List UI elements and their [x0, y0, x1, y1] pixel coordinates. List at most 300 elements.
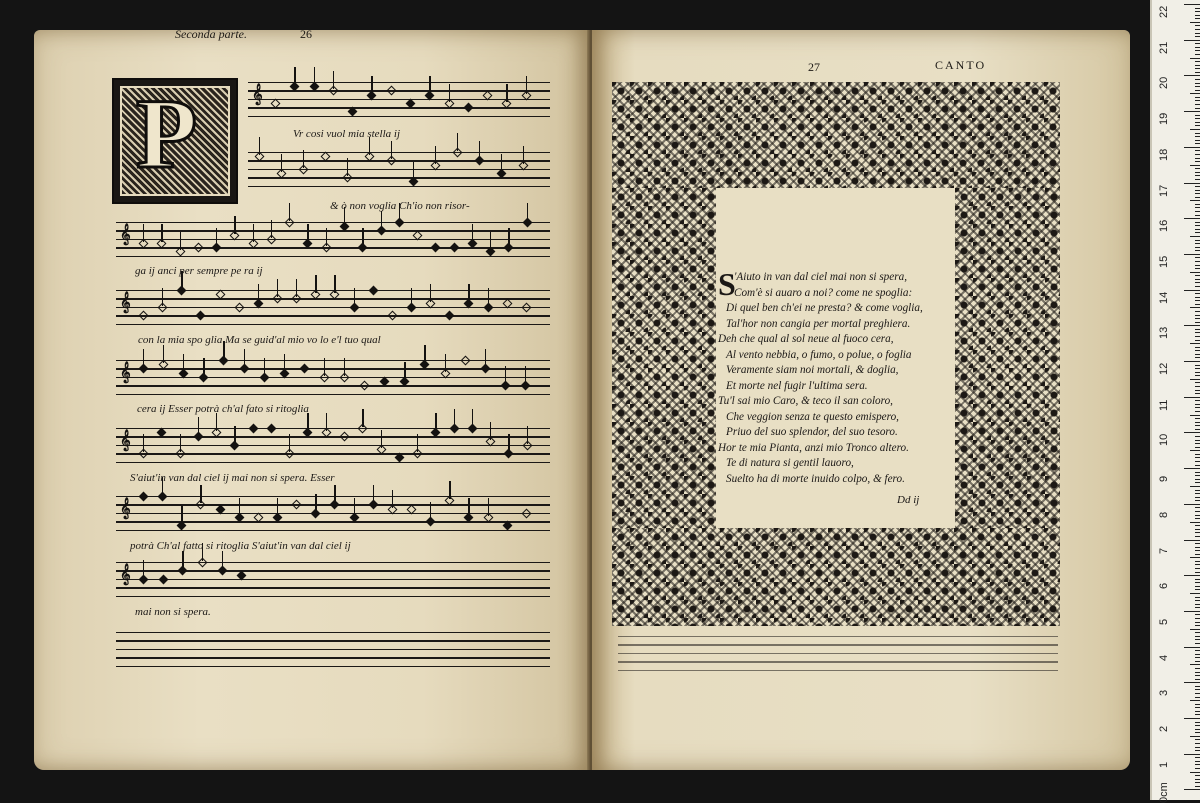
note-stem	[479, 141, 480, 159]
note-stem	[200, 485, 201, 503]
ruler-tick	[1195, 579, 1200, 580]
poem-text	[718, 266, 958, 487]
ruler-number: 7	[1158, 547, 1170, 554]
ornament-border-top	[612, 82, 1060, 188]
note-stem	[161, 224, 162, 242]
ruler-tick	[1195, 150, 1200, 151]
note-stem	[162, 288, 163, 306]
ruler-tick	[1195, 725, 1200, 726]
left-page-header: Seconda parte.	[175, 27, 247, 41]
note-stem	[216, 413, 217, 431]
ruler-tick	[1195, 304, 1200, 305]
ruler-tick	[1195, 686, 1200, 687]
staff-line	[248, 169, 550, 170]
ruler-tick	[1195, 622, 1200, 623]
ruler-tick	[1195, 650, 1200, 651]
ruler-tick	[1195, 482, 1200, 483]
note-stem	[508, 434, 509, 452]
ruler-tick	[1195, 240, 1200, 241]
ruler-tick	[1184, 468, 1200, 469]
ruler-tick	[1195, 636, 1200, 637]
ruler-tick	[1195, 511, 1200, 512]
staff-line	[116, 239, 550, 240]
ruler-tick	[1195, 722, 1200, 723]
right-page-number: 27	[808, 60, 820, 74]
ruler-tick	[1195, 454, 1200, 455]
ruler-tick	[1195, 18, 1200, 19]
ruler-tick	[1195, 104, 1200, 105]
music-note	[463, 103, 473, 113]
ruler-tick	[1195, 372, 1200, 373]
note-stem	[294, 67, 295, 85]
ruler-number: 5	[1158, 618, 1170, 625]
ruler-tick	[1195, 393, 1200, 394]
ruler-tick	[1195, 661, 1200, 662]
note-stem	[222, 551, 223, 569]
ruler-tick	[1195, 443, 1200, 444]
ruler-tick	[1195, 222, 1200, 223]
music-note	[445, 311, 455, 321]
staff-line	[116, 649, 550, 650]
note-stem	[354, 498, 355, 516]
note-stem	[203, 358, 204, 376]
staff-line	[116, 222, 550, 223]
music-staff-empty	[116, 632, 550, 666]
ruler-tick	[1190, 22, 1200, 23]
staff-line	[266, 587, 550, 588]
note-stem	[180, 434, 181, 452]
ruler-number: 17	[1158, 184, 1170, 197]
ruler-tick	[1195, 11, 1200, 12]
staff-line	[116, 666, 550, 667]
ruler-tick	[1195, 286, 1200, 287]
ruler-tick	[1184, 290, 1200, 291]
music-staff	[116, 222, 550, 256]
ruler-tick	[1195, 211, 1200, 212]
note-stem	[326, 228, 327, 246]
note-stem	[472, 409, 473, 427]
note-stem	[472, 224, 473, 242]
ruler-tick	[1190, 307, 1200, 308]
ruler-tick	[1195, 250, 1200, 251]
ruler-tick	[1184, 575, 1200, 576]
ruler-tick	[1195, 122, 1200, 123]
staff-line	[116, 657, 550, 658]
ruler-tick	[1195, 604, 1200, 605]
ruler-tick	[1195, 711, 1200, 712]
ruler-number: 4	[1158, 654, 1170, 661]
ruler-tick	[1195, 68, 1200, 69]
ruler-tick	[1195, 108, 1200, 109]
note-stem	[284, 354, 285, 372]
clef-sign: 𝄞	[252, 84, 263, 104]
note-stem	[391, 141, 392, 159]
poem-line: Veramente siam noi mortali, & doglia,	[726, 364, 899, 376]
ruler-tick	[1195, 543, 1200, 544]
music-staff-empty	[266, 562, 550, 596]
lyric-line: & ò non voglia Ch'io non risor-	[330, 200, 470, 212]
ruler-tick	[1184, 397, 1200, 398]
ruler-tick	[1195, 86, 1200, 87]
ruler-tick	[1195, 743, 1200, 744]
ruler-number: 14	[1158, 291, 1170, 304]
note-stem	[253, 224, 254, 242]
ruler-tick	[1190, 557, 1200, 558]
note-stem	[326, 413, 327, 431]
staff-line	[618, 661, 1058, 662]
ruler-tick	[1195, 350, 1200, 351]
ruler-number: 12	[1158, 362, 1170, 375]
music-note	[521, 302, 531, 312]
ruler-tick	[1195, 247, 1200, 248]
ruler-tick	[1195, 675, 1200, 676]
ruler-tick	[1195, 158, 1200, 159]
ruler-tick	[1195, 457, 1200, 458]
poem-line: Al vento nebbia, o fumo, o polue, o foglia	[726, 348, 912, 361]
note-stem	[181, 506, 182, 524]
note-stem	[404, 362, 405, 380]
ruler-tick	[1195, 8, 1200, 9]
ruler-tick	[1195, 36, 1200, 37]
ruler-tick	[1190, 736, 1200, 737]
ruler-tick	[1195, 161, 1200, 162]
note-stem	[413, 162, 414, 180]
ruler-tick	[1195, 90, 1200, 91]
ruler-tick	[1195, 779, 1200, 780]
ruler-tick	[1195, 72, 1200, 73]
ruler-tick	[1195, 625, 1200, 626]
ruler-tick	[1190, 772, 1200, 773]
ruler-tick	[1190, 58, 1200, 59]
note-stem	[143, 224, 144, 242]
note-stem	[392, 490, 393, 508]
clef-sign: 𝄞	[120, 564, 131, 584]
ruler-tick	[1195, 490, 1200, 491]
ruler-tick	[1195, 497, 1200, 498]
staff-line	[116, 436, 550, 437]
ruler-tick	[1195, 561, 1200, 562]
ruler-tick	[1184, 504, 1200, 505]
lyric-line: ga ij anci per sempre pe ra ij	[135, 265, 263, 277]
ruler-tick	[1195, 300, 1200, 301]
measuring-ruler	[1150, 0, 1200, 803]
ruler-tick	[1195, 639, 1200, 640]
left-page-number: 26	[300, 27, 312, 41]
ruler-tick	[1195, 375, 1200, 376]
ruler-number: 16	[1158, 219, 1170, 233]
ruler-tick	[1195, 257, 1200, 258]
lyric-line: con la mia spo glia Ma se guid'al mio vo lo e'l tuo qual	[138, 334, 381, 346]
ruler-tick	[1195, 679, 1200, 680]
ruler-tick	[1195, 115, 1200, 116]
woodcut-initial-letter: P	[136, 78, 198, 189]
note-stem	[307, 413, 308, 431]
ruler-tick	[1184, 325, 1200, 326]
staff-line	[248, 152, 550, 153]
music-staff	[116, 360, 550, 394]
ruler-tick	[1195, 243, 1200, 244]
note-stem	[277, 498, 278, 516]
ruler-tick	[1195, 125, 1200, 126]
note-stem	[525, 366, 526, 384]
staff-line	[266, 579, 550, 580]
note-stem	[307, 224, 308, 242]
lyric-line: Vr cosi vuol mia stella ij	[293, 128, 401, 140]
ruler-tick	[1195, 340, 1200, 341]
poem-line: Tal'hor non cangia per mortal preghiera.	[726, 317, 911, 330]
poem-line: Te di natura si gentil lauoro,	[726, 457, 854, 469]
ruler-tick	[1195, 739, 1200, 740]
music-note	[193, 243, 203, 253]
ruler-tick	[1184, 718, 1200, 719]
ruler-tick	[1195, 154, 1200, 155]
ruler-tick	[1195, 50, 1200, 51]
ruler-tick	[1195, 547, 1200, 548]
note-stem	[281, 154, 282, 172]
poem-line: Hor te mia Pianta, anzi mio Tronco altero.	[718, 441, 909, 454]
clef-sign: 𝄞	[120, 430, 131, 450]
ruler-tick	[1195, 204, 1200, 205]
ruler-tick	[1195, 600, 1200, 601]
staff-line	[116, 462, 550, 463]
music-note	[431, 243, 441, 253]
ruler-tick	[1195, 618, 1200, 619]
staff-line	[116, 230, 550, 231]
staff-line	[248, 177, 550, 178]
ruler-tick	[1195, 536, 1200, 537]
ruler-tick	[1184, 40, 1200, 41]
music-note	[292, 500, 302, 510]
note-stem	[424, 345, 425, 363]
note-stem	[239, 498, 240, 516]
note-stem	[180, 232, 181, 250]
ruler-tick	[1195, 500, 1200, 501]
staff-line	[116, 562, 266, 563]
ruler-tick	[1195, 729, 1200, 730]
ruler-tick	[1184, 183, 1200, 184]
staff-line	[116, 428, 550, 429]
ruler-tick	[1195, 386, 1200, 387]
note-stem	[429, 76, 430, 94]
ruler-tick	[1195, 632, 1200, 633]
note-stem	[411, 288, 412, 306]
music-staff	[116, 562, 266, 596]
note-stem	[216, 228, 217, 246]
ruler-tick	[1195, 172, 1200, 173]
note-stem	[271, 220, 272, 238]
note-stem	[506, 84, 507, 102]
ruler-tick	[1190, 343, 1200, 344]
ruler-tick	[1195, 140, 1200, 141]
ruler-tick	[1195, 654, 1200, 655]
note-stem	[488, 498, 489, 516]
staff-line	[248, 160, 550, 161]
music-note	[139, 311, 149, 321]
note-stem	[490, 422, 491, 440]
ruler-tick	[1195, 100, 1200, 101]
clef-sign: 𝄞	[120, 292, 131, 312]
ruler-tick	[1195, 447, 1200, 448]
ruler-tick	[1184, 540, 1200, 541]
ruler-tick	[1184, 754, 1200, 755]
ruler-tick	[1190, 593, 1200, 594]
ruler-tick	[1195, 186, 1200, 187]
ruler-number: 20	[1158, 77, 1170, 90]
ruler-tick	[1184, 75, 1200, 76]
clef-sign: 𝄞	[120, 362, 131, 382]
ruler-tick	[1195, 268, 1200, 269]
ruler-tick	[1195, 525, 1200, 526]
ruler-tick	[1195, 407, 1200, 408]
ruler-tick	[1195, 404, 1200, 405]
ruler-tick	[1195, 190, 1200, 191]
note-stem	[523, 146, 524, 164]
ruler-tick	[1195, 750, 1200, 751]
ruler-tick	[1190, 486, 1200, 487]
ruler-tick	[1195, 757, 1200, 758]
ruler-tick	[1190, 129, 1200, 130]
ruler-tick	[1184, 432, 1200, 433]
staff-line	[248, 116, 550, 117]
ruler-tick	[1195, 275, 1200, 276]
note-stem	[183, 354, 184, 372]
note-stem	[488, 288, 489, 306]
staff-line	[248, 186, 550, 187]
note-stem	[362, 409, 363, 427]
ruler-tick	[1195, 657, 1200, 658]
ruler-tick	[1195, 368, 1200, 369]
poem-line: Tu'l sai mio Caro, & teco il san coloro,	[718, 395, 893, 407]
note-stem	[354, 288, 355, 306]
ruler-tick	[1195, 461, 1200, 462]
ruler-tick	[1195, 193, 1200, 194]
ruler-tick	[1195, 168, 1200, 169]
ruler-tick	[1195, 47, 1200, 48]
ruler-tick	[1195, 564, 1200, 565]
ruler-tick	[1195, 54, 1200, 55]
ruler-tick	[1195, 786, 1200, 787]
note-stem	[454, 409, 455, 427]
ruler-tick	[1195, 425, 1200, 426]
ruler-tick	[1195, 322, 1200, 323]
ruler-tick	[1195, 25, 1200, 26]
ruler-tick	[1190, 450, 1200, 451]
ruler-tick	[1195, 133, 1200, 134]
poem-line: Di quel ben ch'ei ne presta? & come voglia,	[726, 302, 923, 314]
ruler-tick	[1195, 365, 1200, 366]
note-stem	[371, 76, 372, 94]
ruler-number: 11	[1158, 399, 1170, 411]
poem-dropcap: S	[718, 266, 736, 302]
music-note	[360, 381, 370, 391]
note-stem	[244, 349, 245, 367]
ruler-tick	[1195, 586, 1200, 587]
ruler-tick	[1195, 232, 1200, 233]
ruler-number: 6	[1158, 583, 1170, 590]
music-note	[521, 508, 531, 518]
ruler-tick	[1195, 354, 1200, 355]
note-stem	[468, 284, 469, 302]
ruler-tick	[1184, 4, 1200, 5]
ruler-tick	[1195, 554, 1200, 555]
ruler-tick	[1195, 668, 1200, 669]
ruler-tick	[1195, 318, 1200, 319]
ruler-tick	[1195, 714, 1200, 715]
note-stem	[234, 426, 235, 444]
music-staff-empty	[618, 636, 1058, 670]
note-stem	[362, 228, 363, 246]
note-stem	[430, 284, 431, 302]
ruler-number: 15	[1158, 255, 1170, 268]
ruler-tick	[1195, 507, 1200, 508]
poem-line: 'Aiuto in van dal ciel mai non si spera,	[734, 271, 907, 283]
ruler-tick	[1195, 265, 1200, 266]
ruler-tick	[1195, 747, 1200, 748]
music-note	[386, 86, 396, 96]
note-stem	[527, 203, 528, 221]
note-stem	[315, 494, 316, 512]
ruler-tick	[1190, 629, 1200, 630]
ruler-tick	[1195, 143, 1200, 144]
note-stem	[381, 430, 382, 448]
ruler-tick	[1184, 111, 1200, 112]
staff-line	[116, 315, 550, 316]
right-page-header: CANTO	[935, 58, 987, 72]
note-stem	[435, 413, 436, 431]
ruler-tick	[1195, 764, 1200, 765]
note-stem	[468, 498, 469, 516]
ruler-tick	[1190, 664, 1200, 665]
ruler-number: 2	[1158, 725, 1170, 732]
note-stem	[303, 150, 304, 168]
ruler-tick	[1195, 411, 1200, 412]
ruler-tick	[1195, 429, 1200, 430]
ruler-tick	[1195, 529, 1200, 530]
note-stem	[505, 366, 506, 384]
poem-line: Che veggion senza te questo emispero,	[726, 410, 899, 423]
ruler-tick	[1190, 415, 1200, 416]
staff-line	[618, 653, 1058, 654]
ruler-tick	[1195, 707, 1200, 708]
lyric-line: mai non si spera.	[135, 606, 211, 618]
note-stem	[445, 354, 446, 372]
music-staff	[248, 82, 550, 116]
staff-line	[618, 670, 1058, 671]
ruler-tick	[1195, 179, 1200, 180]
ornament-border-bottom	[612, 528, 1060, 626]
note-stem	[198, 417, 199, 435]
ruler-tick	[1195, 197, 1200, 198]
staff-line	[116, 324, 550, 325]
note-stem	[485, 349, 486, 367]
ruler-tick	[1184, 147, 1200, 148]
music-note	[387, 311, 397, 321]
note-stem	[296, 279, 297, 297]
note-stem	[449, 84, 450, 102]
staff-line	[116, 596, 266, 597]
ruler-tick	[1195, 693, 1200, 694]
note-stem	[289, 203, 290, 221]
ruler-number: 22	[1158, 5, 1170, 18]
staff-line	[266, 596, 550, 597]
ruler-tick	[1184, 682, 1200, 683]
ruler-tick	[1190, 522, 1200, 523]
ruler-tick	[1195, 568, 1200, 569]
ruler-tick	[1195, 493, 1200, 494]
note-stem	[344, 358, 345, 376]
ruler-tick	[1195, 422, 1200, 423]
staff-line	[266, 562, 550, 563]
